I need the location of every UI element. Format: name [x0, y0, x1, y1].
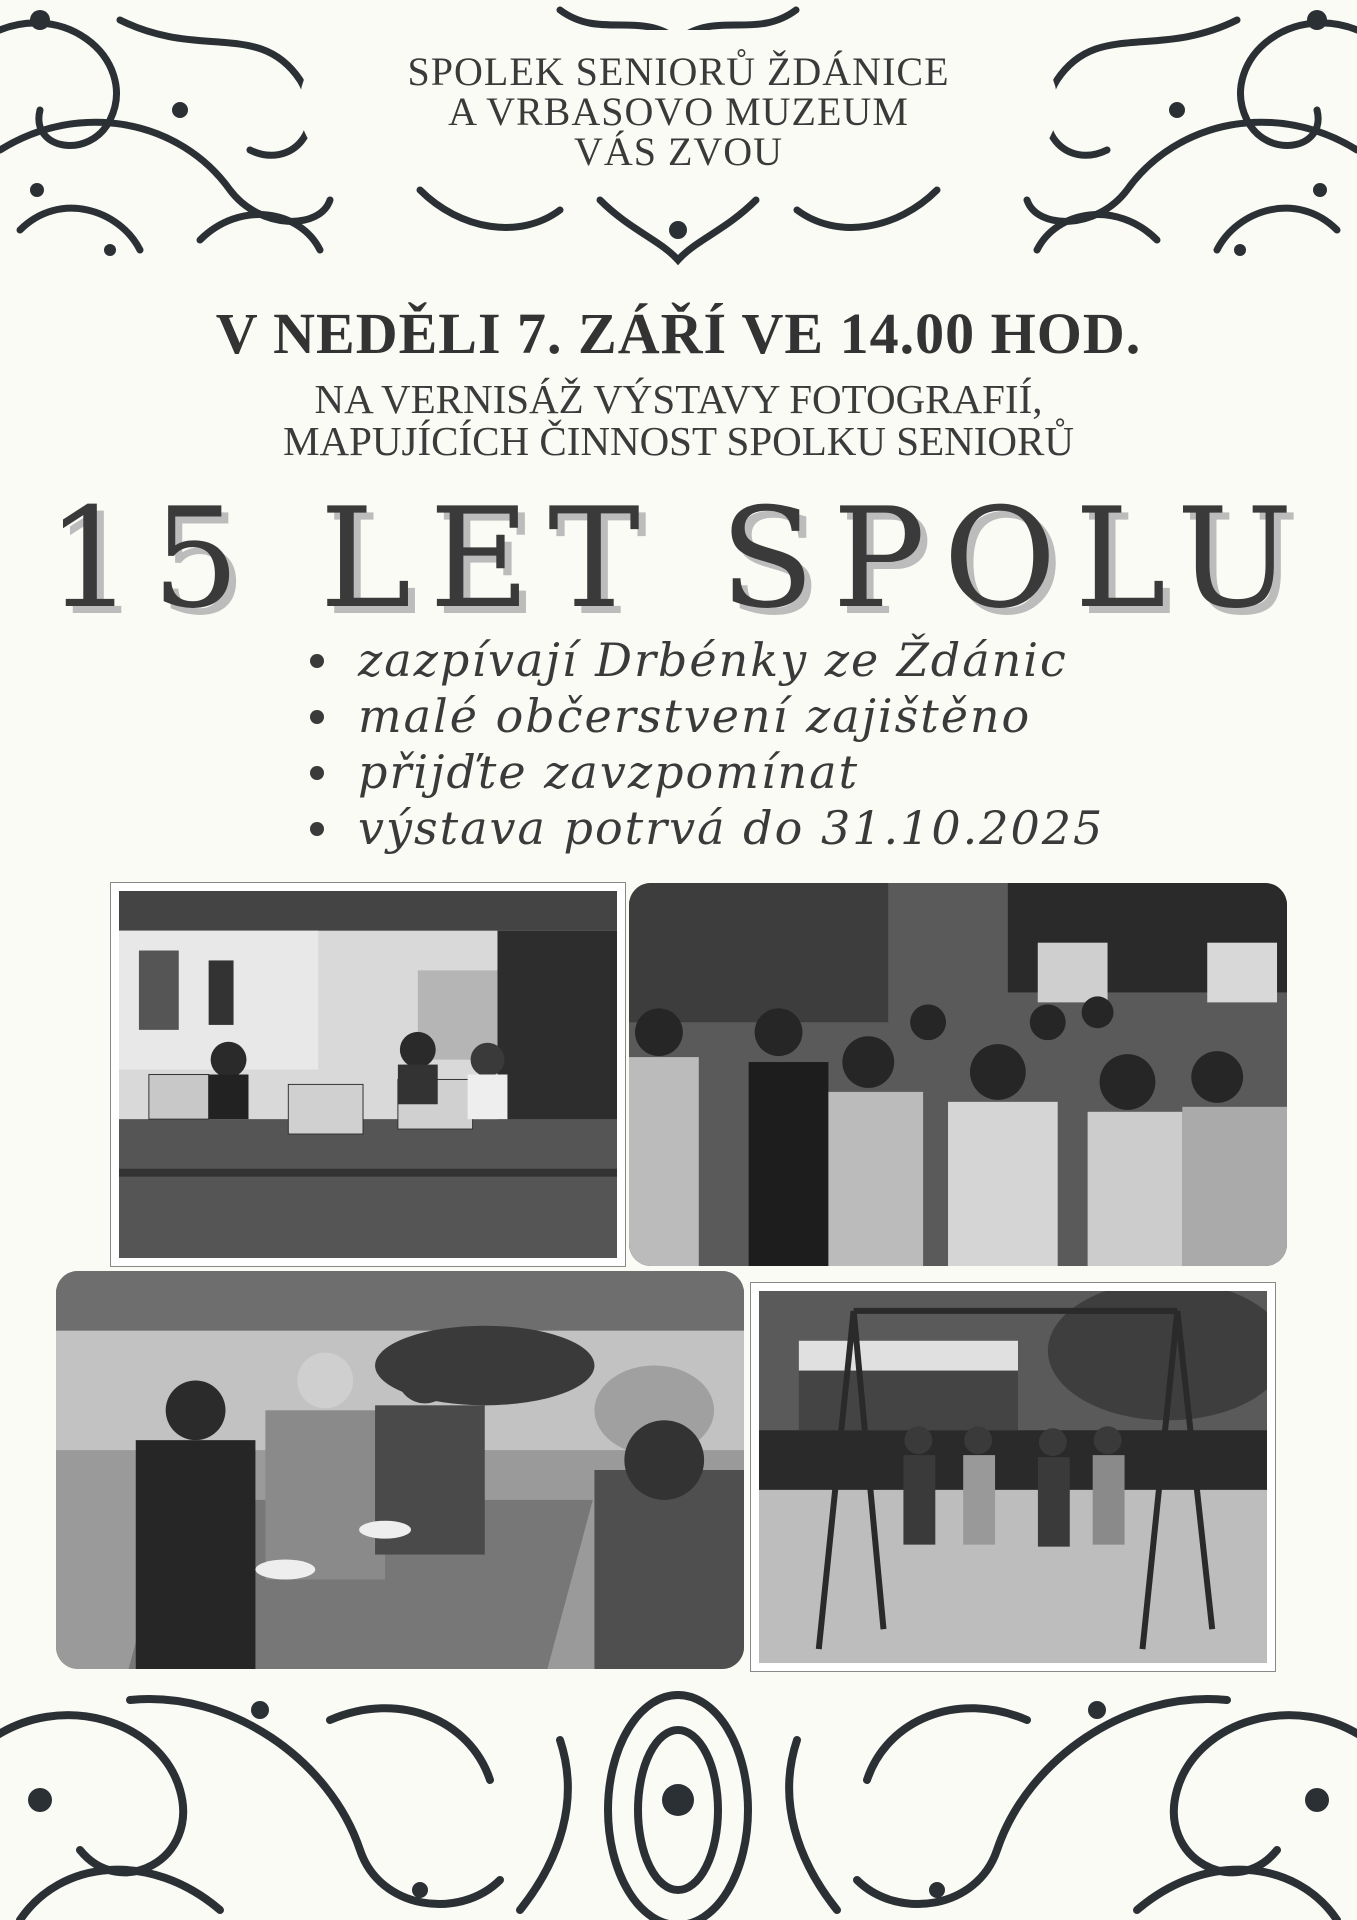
- bullet-icon: [310, 654, 324, 668]
- bullet-icon: [310, 766, 324, 780]
- inviters-block: [0, 49, 1357, 174]
- list-item-text: zazpívají Drbénky ze Ždánic: [358, 633, 1068, 687]
- inviters-line: VÁS ZVOU: [573, 129, 784, 174]
- photo-computer-class: [110, 882, 626, 1267]
- photo-swing: [750, 1282, 1276, 1672]
- list-item: [310, 632, 1104, 688]
- event-datetime: V NEDĚLI 7. ZÁŘÍ VE 14.00 HOD.: [215, 301, 1142, 366]
- subtitle-line-2: MAPUJÍCÍCH ČINNOST SPOLKU SENIORŮ: [283, 418, 1074, 464]
- event-subtitle: [0, 378, 1357, 462]
- photo-audience: [628, 882, 1288, 1267]
- bottom-ornament-decoration: [0, 1680, 1357, 1920]
- list-item-text: malé občerstvení zajištěno: [358, 689, 1032, 743]
- list-item-text: výstava potrvá do 31.10.2025: [358, 801, 1105, 855]
- list-item: [310, 744, 1104, 800]
- list-item: [310, 800, 1104, 856]
- inviters-line: A VRBASOVO MUZEUM: [448, 89, 909, 134]
- program-list: [310, 632, 1104, 856]
- bullet-icon: [310, 710, 324, 724]
- list-item-text: přijďte zavzpomínat: [358, 745, 860, 799]
- list-item: [310, 688, 1104, 744]
- bullet-icon: [310, 822, 324, 836]
- exhibition-title: 15 LET SPOLU: [46, 478, 1311, 639]
- inviters-line: SPOLEK SENIORŮ ŽDÁNICE: [407, 49, 950, 94]
- photo-garden-table: [55, 1270, 745, 1670]
- subtitle-line-1: NA VERNISÁŽ VÝSTAVY FOTOGRAFIÍ,: [314, 376, 1043, 422]
